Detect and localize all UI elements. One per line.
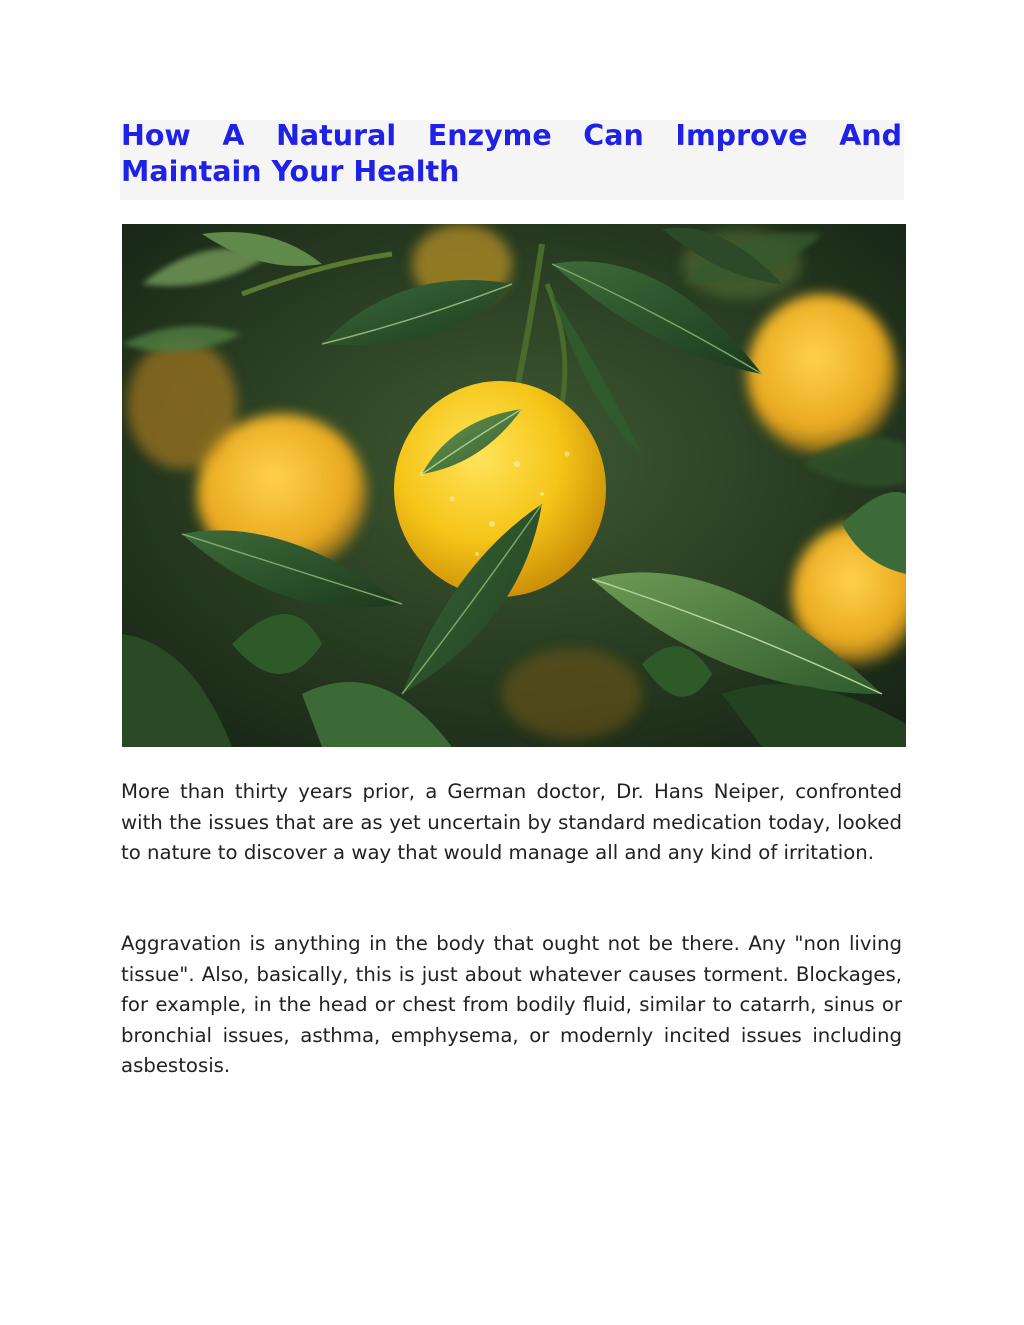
paragraph-1: More than thirty years prior, a German doctor, Dr. Hans Neiper, confronted with the issues that are as yet uncertain by standard medication today, looked to nature to discover a way that would manage all and any kind of irritation. — [121, 780, 902, 864]
article-title: How A Natural Enzyme Can Improve And Maintain Your Health — [121, 119, 902, 188]
lemon-tree-photo — [122, 224, 906, 747]
paragraph-2: Aggravation is anything in the body that ought not be there. Any "non living tissue". Also, basically, this is just about whatever causes torment. Blockages, for example, in the head or chest from bodily fluid, similar to catarrh, sinus or bronchial issues, asthma, emphysema, or modernly incited issues including asbestosis. — [121, 932, 902, 1077]
